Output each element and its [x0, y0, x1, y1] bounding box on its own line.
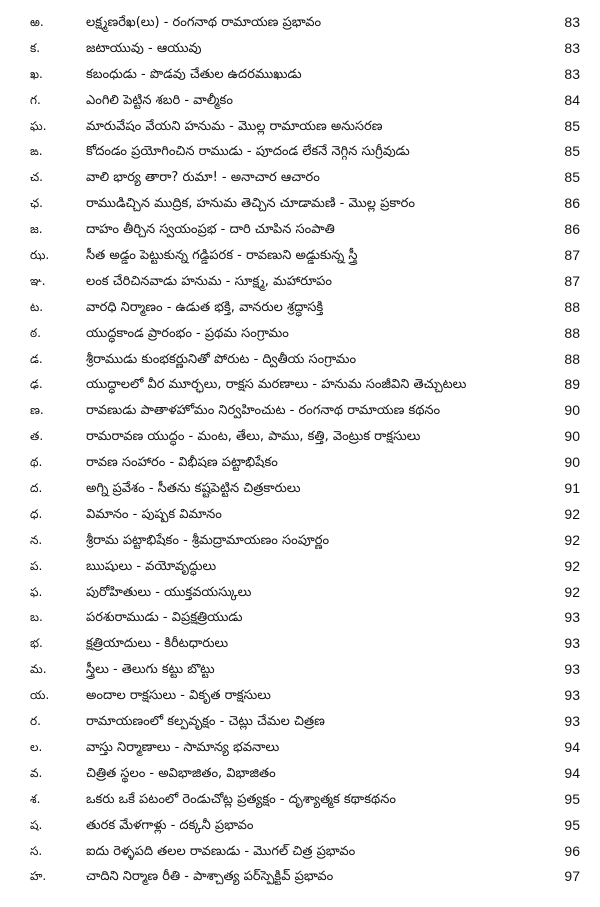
toc-entry-page-number: 93 [564, 661, 580, 678]
toc-entry-page-number: 92 [564, 583, 580, 600]
toc-entry-title: యుద్ధకాండ ప్రారంభం - ప్రథమ సంగ్రామం [86, 325, 289, 341]
toc-entry-page-number: 88 [564, 350, 580, 367]
toc-entry-page-number: 89 [564, 376, 580, 393]
toc-entry-title: యుద్ధాలలో వీర మూర్ఛలు, రాక్షస మరణాలు - హనుమ సంజీవిని తెచ్చుటలు [86, 377, 467, 393]
toc-entry-letter: ఫ. [30, 584, 43, 599]
toc-entry-page-number: 83 [564, 65, 580, 82]
toc-entry-title: తురక మేళగాళ్లు - దక్కనీ ప్రభావం [86, 817, 254, 833]
toc-entry-page-number: 93 [564, 713, 580, 730]
toc-entry-title: వాస్తు నిర్మాణాలు - సామాన్య భవనాలు [86, 739, 280, 755]
toc-entry [0, 243, 600, 269]
toc-entry-title: శ్రీరామ పట్టాభిషేకం - శ్రీమద్రామాయణం సంపూర్ణం [86, 532, 330, 548]
toc-entry [0, 580, 600, 606]
toc-entry [0, 476, 600, 502]
toc-entry-page-number: 93 [564, 687, 580, 704]
toc-entry-title: రామాయణంలో కల్పవృక్షం - చెట్లు చేమల చిత్రణ [86, 714, 325, 730]
table-of-contents [0, 10, 600, 890]
toc-entry-title: కోదండం ప్రయోగించిన రాముడు - పూదండ లేకనే నెగ్గిన సుగ్రీవుడు [86, 144, 410, 160]
toc-entry-title: చాదిని నిర్మాణ రీతి - పాశ్చాత్య పర్‌స్పెక్టివ్ ప్రభావం [86, 869, 334, 885]
toc-entry [0, 269, 600, 295]
toc-entry [0, 139, 600, 165]
toc-entry-page-number: 86 [564, 221, 580, 238]
toc-entry [0, 424, 600, 450]
toc-entry-letter: ఠ. [30, 325, 41, 340]
toc-entry-title: అగ్ని ప్రవేశం - సీతను కష్టపెట్టిన చిత్రకారులు [86, 481, 301, 497]
toc-entry-letter: హ. [30, 869, 47, 884]
toc-entry-letter: ల. [30, 739, 43, 754]
toc-entry-title: ఒకరు ఒకే పటంలో రెండుచోట్ల ప్రత్యక్షం - దృశ్యాత్మక కథాకథనం [86, 791, 396, 807]
toc-entry [0, 683, 600, 709]
toc-entry-page-number: 92 [564, 505, 580, 522]
toc-entry-letter: ఝ. [30, 248, 50, 263]
toc-entry [0, 631, 600, 657]
toc-entry-page-number: 90 [564, 454, 580, 471]
toc-entry-title: జటాయువు - ఆయువు [86, 40, 202, 56]
toc-entry-page-number: 86 [564, 195, 580, 212]
toc-entry [0, 114, 600, 140]
toc-entry-page-number: 92 [564, 557, 580, 574]
toc-entry-letter: జ. [30, 222, 43, 237]
toc-entry-letter: ణ. [30, 403, 44, 418]
toc-entry-page-number: 87 [564, 272, 580, 289]
toc-entry [0, 657, 600, 683]
toc-entry-title: ఐదు రెళ్ళపది తలల రావణుడు - మొగల్ చిత్ర ప్రభావం [86, 843, 356, 859]
toc-entry-page-number: 87 [564, 247, 580, 264]
toc-entry-title: పరశురాముడు - విప్రక్షత్రియుడు [86, 610, 243, 626]
toc-entry-page-number: 83 [564, 14, 580, 30]
toc-entry-page-number: 90 [564, 428, 580, 445]
toc-entry-letter: ఢ. [30, 377, 43, 392]
toc-entry-letter: ఘ. [30, 118, 47, 133]
toc-entry-letter: ఛ. [30, 196, 43, 211]
toc-entry-letter: శ. [30, 791, 41, 806]
toc-entry [0, 813, 600, 839]
toc-entry-letter: ఞ. [30, 273, 46, 288]
toc-entry-title: ఎంగిలి పెట్టిన శబరి - వాల్మీకం [86, 92, 233, 108]
toc-entry-letter: బ. [30, 610, 43, 625]
toc-entry [0, 709, 600, 735]
toc-entry [0, 787, 600, 813]
toc-entry-page-number: 93 [564, 609, 580, 626]
toc-entry-title: విమానం - పుష్పక విమానం [86, 506, 222, 522]
toc-entry-letter: మ. [30, 662, 47, 677]
toc-entry [0, 450, 600, 476]
toc-entry-page-number: 90 [564, 402, 580, 419]
toc-entry-letter: గ. [30, 92, 41, 107]
toc-entry-page-number: 85 [564, 117, 580, 134]
toc-entry-title: మారువేషం వేయని హనుమ - మొల్ల రామాయణ అనుసరణ [86, 118, 383, 134]
toc-entry [0, 398, 600, 424]
toc-entry-page-number: 88 [564, 298, 580, 315]
toc-entry [0, 528, 600, 554]
toc-entry-letter: ఱ. [30, 15, 44, 29]
toc-entry-letter: ఖ. [30, 66, 43, 81]
toc-entry-title: స్త్రీలు - తెలుగు కట్టు బొట్టు [86, 662, 215, 678]
toc-entry-title: రావణుడు పాతాళహోమం నిర్వహించుట - రంగనాథ రామాయణ కథనం [86, 403, 441, 419]
toc-entry-title: దాహం తీర్చిన స్వయంప్రభ - దారి చూపిన సంపాతి [86, 222, 335, 238]
toc-entry-title: పురోహితులు - యుక్తవయస్కులు [86, 584, 252, 600]
toc-entry-page-number: 94 [564, 738, 580, 755]
toc-entry-letter: ప. [30, 558, 43, 573]
toc-entry-letter: డ. [30, 351, 43, 366]
toc-entry-letter: య. [30, 688, 50, 703]
toc-entry-letter: ధ. [30, 506, 43, 521]
toc-entry-title: వాలి భార్య తారా? రుమా! - అనాచార ఆచారం [86, 170, 320, 186]
toc-entry [0, 36, 600, 62]
toc-entry [0, 839, 600, 865]
toc-entry [0, 295, 600, 321]
toc-entry-title: శ్రీరాముడు కుంభకర్ణునితో పోరుట - ద్వితీయ సంగ్రామం [86, 351, 357, 367]
toc-entry-letter: ట. [30, 299, 44, 314]
toc-entry-title: వారధి నిర్మాణం - ఉడుత భక్తి, వానరుల శ్రద్ధాసక్తి [86, 299, 324, 315]
toc-entry-letter: ఙ. [30, 144, 43, 159]
toc-entry [0, 62, 600, 88]
toc-entry [0, 372, 600, 398]
toc-entry-title: ఋషులు - వయోవృద్ధులు [86, 558, 217, 574]
toc-entry-page-number: 85 [564, 143, 580, 160]
toc-entry [0, 165, 600, 191]
toc-entry-page-number: 95 [564, 790, 580, 807]
toc-entry [0, 761, 600, 787]
toc-entry-letter: భ. [30, 636, 43, 651]
toc-entry-page-number: 83 [564, 39, 580, 56]
toc-entry-letter: త. [30, 429, 44, 444]
toc-entry [0, 347, 600, 373]
toc-entry-page-number: 91 [564, 480, 580, 497]
toc-entry-title: అందాల రాక్షసులు - వికృత రాక్షసులు [86, 688, 271, 704]
toc-entry-title: క్షత్రియాదులు - కిరీటధారులు [86, 636, 229, 652]
toc-entry-letter: ర. [30, 714, 41, 729]
toc-entry-page-number: 94 [564, 764, 580, 781]
toc-entry [0, 217, 600, 243]
toc-entry [0, 191, 600, 217]
toc-entry-letter: వ. [30, 765, 43, 780]
toc-entry [0, 554, 600, 580]
toc-entry-letter: న. [30, 532, 43, 547]
toc-entry-title: లంక చేరిచినవాడు హనుమ - సూక్ష్మ, మహారూపం [86, 273, 332, 289]
toc-entry-letter: క. [30, 40, 41, 55]
toc-entry [0, 502, 600, 528]
toc-entry-title: రాముడిచ్చిన ముద్రిక, హనుమ తెచ్చిన చూడామణి - మొల్ల ప్రకారం [86, 196, 415, 212]
toc-entry-title: లక్ష్మణరేఖ(లు) - రంగనాథ రామాయణ ప్రభావం [86, 15, 322, 30]
toc-entry-title: రావణ సంహారం - విభీషణ పట్టాభిషేకం [86, 455, 278, 471]
toc-entry-letter: ష. [30, 817, 43, 832]
toc-entry-page-number: 95 [564, 816, 580, 833]
toc-entry [0, 88, 600, 114]
toc-entry-letter: చ. [30, 170, 43, 185]
toc-entry [0, 321, 600, 347]
toc-entry [0, 10, 600, 36]
toc-entry-title: చిత్రిత స్థలం - అవిభాజితం, విభాజితం [86, 765, 276, 781]
toc-entry-title: రామరావణ యుద్ధం - మంట, తేలు, పాము, కత్తి, వెంట్రుక రాక్షసులు [86, 429, 421, 445]
toc-entry [0, 864, 600, 890]
toc-entry-letter: ద. [30, 481, 43, 496]
toc-entry [0, 605, 600, 631]
toc-entry-letter: స. [30, 843, 43, 858]
toc-entry-title: కబంధుడు - పొడవు చేతుల ఉదరముఖుడు [86, 66, 302, 82]
toc-entry-page-number: 88 [564, 324, 580, 341]
toc-entry-title: సీత అడ్డం పెట్టుకున్న గడ్డిపరక - రావణుని అడ్డుకున్న స్త్రీ [86, 248, 358, 264]
toc-entry-page-number: 96 [564, 842, 580, 859]
toc-entry-page-number: 92 [564, 531, 580, 548]
toc-entry-page-number: 93 [564, 635, 580, 652]
toc-entry [0, 735, 600, 761]
toc-entry-page-number: 97 [564, 868, 580, 885]
toc-entry-page-number: 85 [564, 169, 580, 186]
toc-entry-page-number: 84 [564, 91, 580, 108]
toc-entry-letter: థ. [30, 455, 43, 470]
